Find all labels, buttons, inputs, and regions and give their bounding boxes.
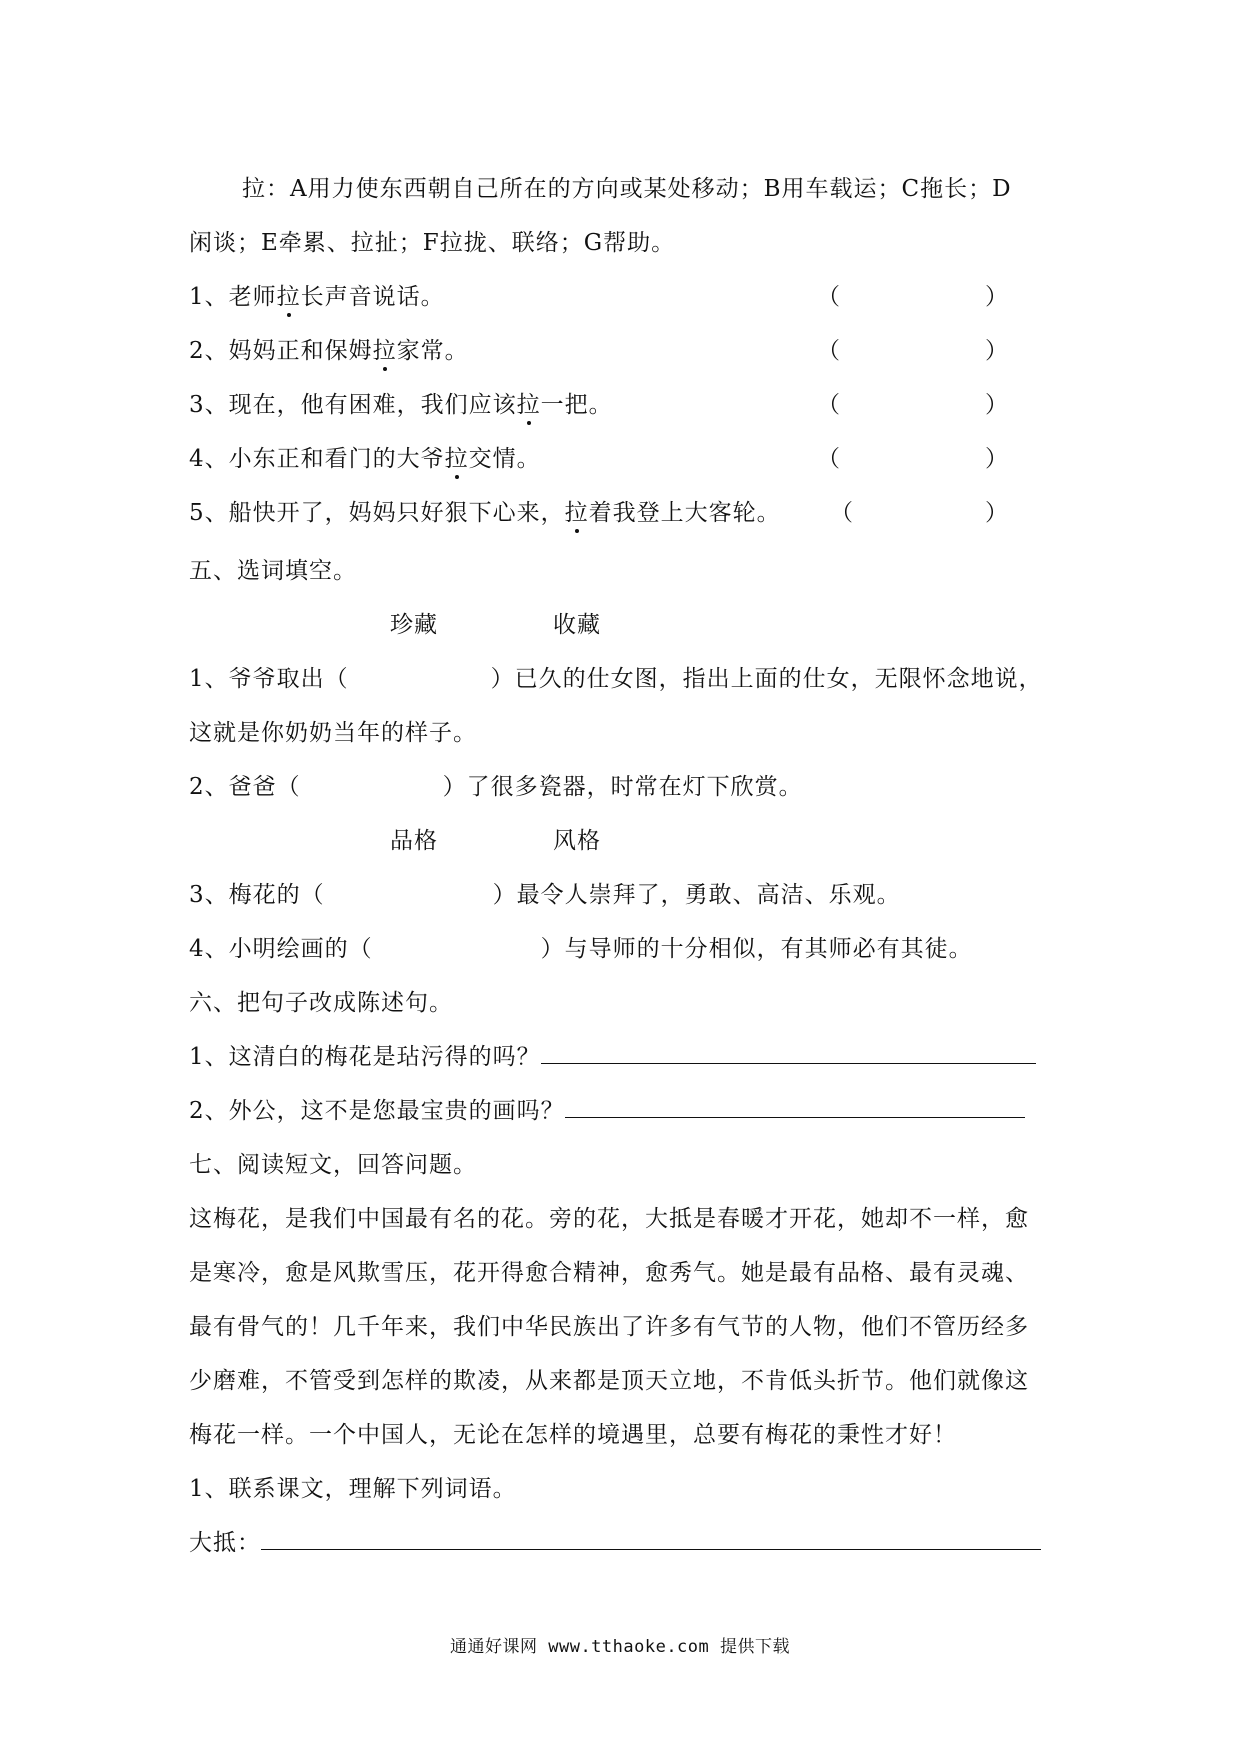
emphasis-char: 拉 bbox=[444, 446, 469, 472]
page-footer: 通通好课网 www.tthaoke.com 提供下载 bbox=[450, 1637, 790, 1657]
answer-paren-close: ） bbox=[985, 446, 1008, 472]
s5-question-3: 3、梅花的（ ）最令人崇拜了，勇敢、高洁、乐观。 bbox=[189, 882, 901, 908]
passage-line: 梅花一样。一个中国人，无论在怎样的境遇里，总要有梅花的秉性才好！ bbox=[189, 1422, 957, 1448]
la-item-1: 1、老师拉长声音说话。 bbox=[189, 284, 445, 310]
emphasis-char: 拉 bbox=[276, 284, 301, 310]
s6-question-1: 1、这清白的梅花是玷污得的吗？ bbox=[189, 1042, 1036, 1072]
word-choice: 珍藏 bbox=[390, 612, 438, 638]
s5-question-2: 2、爸爸（ ）了很多瓷器，时常在灯下欣赏。 bbox=[189, 774, 803, 800]
s7-term-dadi: 大抵： bbox=[189, 1528, 1041, 1558]
definition-line-1: 拉：A用力使东西朝自己所在的方向或某处移动；B用车载运；C拖长；D bbox=[242, 176, 1012, 202]
section-7-heading: 七、阅读短文，回答问题。 bbox=[189, 1152, 477, 1178]
answer-blank[interactable] bbox=[261, 1529, 1041, 1550]
s6-question-2: 2、外公，这不是您最宝贵的画吗？ bbox=[189, 1096, 1025, 1126]
word-choice: 品格 bbox=[390, 828, 438, 854]
answer-paren-open: （ bbox=[830, 500, 853, 526]
la-item-5: 5、船快开了，妈妈只好狠下心来，拉着我登上大客轮。 bbox=[189, 500, 781, 526]
emphasis-char: 拉 bbox=[564, 500, 589, 526]
answer-paren-open: （ bbox=[817, 284, 840, 310]
section-6-heading: 六、把句子改成陈述句。 bbox=[189, 990, 453, 1016]
la-item-4: 4、小东正和看门的大爷拉交情。 bbox=[189, 446, 541, 472]
emphasis-char: 拉 bbox=[516, 392, 541, 418]
passage-line: 最有骨气的！几千年来，我们中华民族出了许多有气节的人物，他们不管历经多 bbox=[189, 1314, 1029, 1340]
answer-blank[interactable] bbox=[565, 1097, 1025, 1118]
answer-paren-open: （ bbox=[817, 392, 840, 418]
la-item-2: 2、妈妈正和保姆拉家常。 bbox=[189, 338, 469, 364]
section-5-heading: 五、选词填空。 bbox=[189, 558, 357, 584]
s5-question-4: 4、小明绘画的（ ）与导师的十分相似，有其师必有其徒。 bbox=[189, 936, 973, 962]
emphasis-char: 拉 bbox=[372, 338, 397, 364]
answer-blank[interactable] bbox=[541, 1043, 1036, 1064]
passage-line: 这梅花，是我们中国最有名的花。旁的花，大抵是春暖才开花，她却不一样，愈 bbox=[189, 1206, 1029, 1232]
word-choice: 收藏 bbox=[553, 612, 601, 638]
answer-paren-close: ） bbox=[985, 392, 1008, 418]
answer-paren-open: （ bbox=[817, 446, 840, 472]
answer-paren-close: ） bbox=[985, 500, 1008, 526]
definition-line-2: 闲谈；E牵累、拉扯；F拉拢、联络；G帮助。 bbox=[189, 230, 676, 256]
passage-line: 是寒冷，愈是风欺雪压，花开得愈合精神，愈秀气。她是最有品格、最有灵魂、 bbox=[189, 1260, 1029, 1286]
answer-paren-open: （ bbox=[817, 338, 840, 364]
s5-question-1-cont: 这就是你奶奶当年的样子。 bbox=[189, 720, 477, 746]
answer-paren-close: ） bbox=[985, 284, 1008, 310]
la-item-3: 3、现在，他有困难，我们应该拉一把。 bbox=[189, 392, 613, 418]
s7-question-1: 1、联系课文，理解下列词语。 bbox=[189, 1476, 517, 1502]
passage-line: 少磨难，不管受到怎样的欺凌，从来都是顶天立地，不肯低头折节。他们就像这 bbox=[189, 1368, 1029, 1394]
s5-question-1: 1、爷爷取出（ ）已久的仕女图，指出上面的仕女，无限怀念地说， bbox=[189, 666, 1043, 692]
word-choice: 风格 bbox=[553, 828, 601, 854]
answer-paren-close: ） bbox=[985, 338, 1008, 364]
